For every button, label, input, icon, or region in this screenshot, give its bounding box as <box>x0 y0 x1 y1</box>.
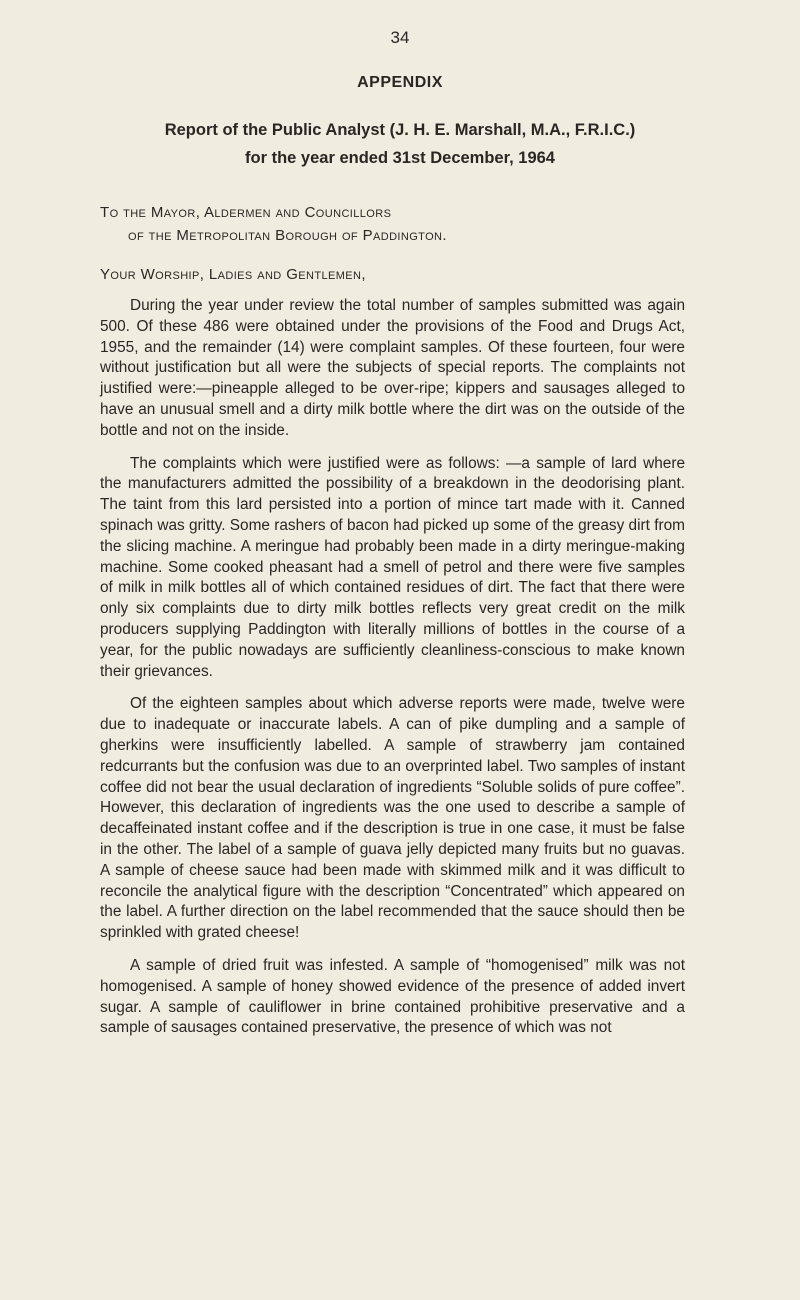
addressee-block <box>100 201 720 247</box>
paragraph: The complaints which were justified were as follows: —a sample of lard where the manufacturers admitted the possibility of a breakdown in the deodorising plant. The taint from this lard persisted into a portion of mince tart made with it. Canned spinach was gritty. Some rashers of bacon had picked up some of the greasy dirt from the slicing machine. A meringue had probably been made in a dirty meringue-making machine. Some cooked pheasant had a smell of petrol and there were five samples of milk in milk bottles all of which contained residues of dirt. The fact that there were only six complaints due to dirty milk bottles reflects very great credit on the milk producers supplying Paddington with literally millions of bottles in the course of a year, for the public nowadays are sufficiently cleanliness-conscious to make known their grievances. <box>100 454 685 680</box>
addressee-line-1: To the Mayor, Aldermen and Councillors <box>100 204 392 221</box>
paragraph: During the year under review the total number of samples submitted was again 500. Of these 486 were obtained under the provisions of the Food and Drugs Act, 1955, and the remainder (14) were complaint samples. Of these fourteen, four were without justification but all were the subjects of special reports. The complaints not justified were:—pineapple alleged to be over-ripe; kippers and sausages alleged to have an unusual smell and a dirty milk bottle where the dirt was on the outside of the bottle and not on the inside. <box>100 297 685 439</box>
paragraph: A sample of dried fruit was infested. A sample of “homogenised” milk was not homogenised. A sample of honey showed evidence of the presence of added invert sugar. A sample of cauliflower in brine contained prohibitive preservative and a sample of sausages contained preservative, the presence of which was not <box>100 956 685 1037</box>
section-heading: APPENDIX <box>357 74 443 91</box>
page-number: 34 <box>390 28 410 47</box>
report-body <box>100 296 685 1051</box>
greeting: Your Worship, Ladies and Gentlemen, <box>100 266 366 283</box>
paragraph: Of the eighteen samples about which adverse reports were made, twelve were due to inadequate or inaccurate labels. A can of pike dumpling and a sample of gherkins were insufficiently labelled. A sample of strawberry jam contained redcurrants but the confusion was due to an overprinted label. Two samples of instant coffee did not bear the usual declaration of ingredients “Soluble solids of pure coffee”. However, this declaration of ingredients was the one used to describe a sample of decaffeinated instant coffee and if the description is true in one case, it must be false in the other. The label of a sample of guava jelly depicted many fruits but no guavas. A sample of cheese sauce had been made with skimmed milk and it was difficult to reconcile the analytical figure with the description “Concentrated” which appeared on the label. A further direction on the label recommended that the sauce should then be sprinkled with grated cheese! <box>100 695 685 942</box>
report-title <box>40 116 760 172</box>
report-title-line-2: for the year ended 31st December, 1964 <box>245 149 555 167</box>
report-title-line-1: Report of the Public Analyst (J. H. E. Marshall, M.A., F.R.I.C.) <box>164 121 636 139</box>
addressee-line-2: of the Metropolitan Borough of Paddington. <box>128 227 447 244</box>
